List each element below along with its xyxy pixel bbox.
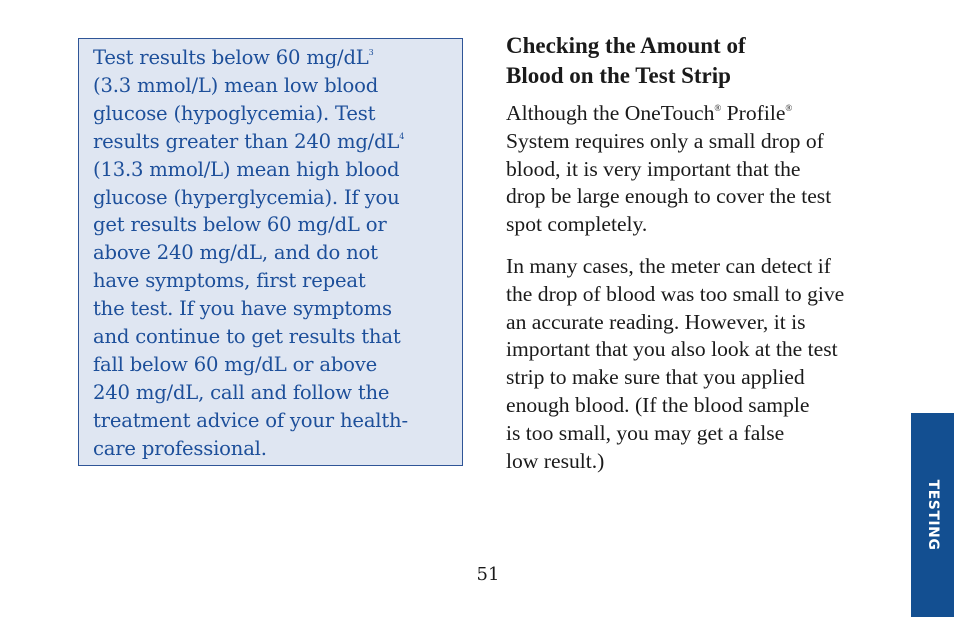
callout-line: and continue to get results that bbox=[93, 325, 401, 349]
paragraph-line: spot completely. bbox=[506, 212, 648, 237]
heading-line: Checking the Amount of bbox=[506, 33, 746, 58]
section-tab-testing[interactable] bbox=[911, 413, 954, 617]
footnote-ref: 3 bbox=[368, 48, 374, 57]
paragraph-line: the drop of blood was too small to give bbox=[506, 281, 845, 306]
callout-line: the test. If you have symptoms bbox=[93, 297, 392, 321]
paragraph-line: Although the OneTouch® Profile® bbox=[506, 101, 793, 125]
callout-line: have symptoms, first repeat bbox=[93, 269, 366, 293]
paragraph-line: is too small, you may get a false bbox=[506, 420, 785, 445]
paragraph-line: strip to make sure that you applied bbox=[506, 365, 805, 390]
paragraph-detection bbox=[506, 253, 901, 475]
paragraph-line: In many cases, the meter can detect if bbox=[506, 253, 831, 278]
paragraph-line: drop be large enough to cover the test bbox=[506, 184, 832, 209]
registered-mark: ® bbox=[785, 103, 793, 113]
callout-box bbox=[78, 38, 463, 466]
section-column bbox=[506, 31, 901, 489]
callout-line: above 240 mg/dL, and do not bbox=[93, 241, 378, 265]
paragraph-line: blood, it is very important that the bbox=[506, 156, 801, 181]
callout-line: 240 mg/dL, call and follow the bbox=[93, 380, 390, 404]
callout-line: results greater than 240 $mg/dL^4$ bbox=[93, 129, 405, 153]
paragraph-line: an accurate reading. However, it is bbox=[506, 309, 806, 334]
callout-line: get results below 60 mg/dL or bbox=[93, 213, 387, 237]
paragraph-line: important that you also look at the test bbox=[506, 337, 838, 362]
callout-line: treatment advice of your health- bbox=[93, 408, 408, 432]
section-tab-label: TESTING bbox=[924, 479, 941, 551]
footnote-ref: 4 bbox=[399, 131, 405, 141]
callout-line: glucose (hypoglycemia). Test bbox=[93, 101, 376, 125]
section-heading bbox=[506, 31, 901, 91]
page-number: 51 bbox=[476, 564, 500, 585]
callout-line: fall below 60 mg/dL or above bbox=[93, 352, 378, 376]
callout-line: care professional. bbox=[93, 436, 267, 460]
callout-line: (13.3 mmol/L) mean high blood bbox=[93, 157, 400, 181]
callout-line: (3.3 mmol/L) mean low blood bbox=[93, 73, 379, 97]
paragraph-line: enough blood. (If the blood sample bbox=[506, 392, 810, 417]
paragraph-line: System requires only a small drop of bbox=[506, 128, 824, 153]
heading-line: Blood on the Test Strip bbox=[506, 63, 731, 88]
registered-mark: ® bbox=[714, 103, 722, 113]
paragraph-intro bbox=[506, 100, 901, 239]
callout-line: glucose (hyperglycemia). If you bbox=[93, 185, 400, 209]
callout-line: Test results below 60 $mg/dL^3$ bbox=[93, 46, 374, 69]
paragraph-line: low result.) bbox=[506, 448, 605, 473]
